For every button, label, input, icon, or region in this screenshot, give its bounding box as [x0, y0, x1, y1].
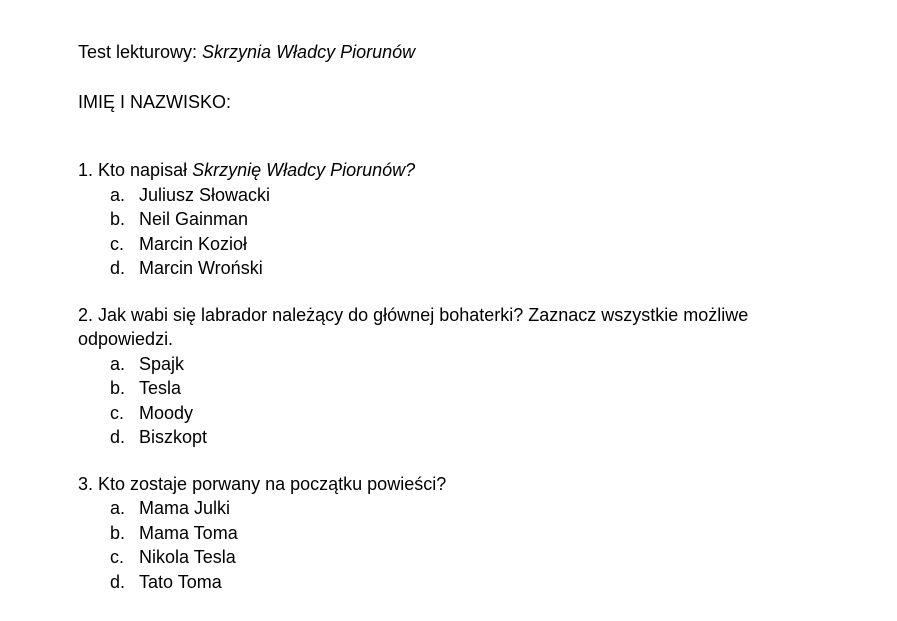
question-2-lead: Jak wabi się labrador należący do głównej bohaterki? Zaznacz wszystkie możliwe odpowiedzi.	[78, 304, 749, 349]
question-1-option-a	[110, 183, 819, 208]
question-3-option-a	[110, 496, 819, 521]
question-2-option-a	[110, 352, 819, 377]
question-3	[78, 472, 819, 595]
question-2-number: 2.	[78, 304, 94, 325]
option-text: Juliusz Słowacki	[139, 184, 271, 205]
option-text: Moody	[139, 402, 194, 423]
question-3-option-c	[110, 545, 819, 570]
document-title-prefix: Test lekturowy:	[78, 42, 203, 62]
question-1-option-c	[110, 232, 819, 257]
option-letter: b.	[110, 522, 126, 543]
document-title	[78, 40, 819, 65]
question-2	[78, 303, 819, 450]
question-2-text	[78, 303, 788, 352]
option-letter: c.	[110, 233, 125, 254]
option-letter: b.	[110, 209, 126, 229]
option-letter: a.	[110, 353, 126, 374]
question-1-text	[78, 158, 788, 183]
option-text: Biszkopt	[139, 427, 208, 447]
option-letter: a.	[110, 184, 126, 205]
question-1-italic: Skrzynię Władcy Piorunów?	[192, 160, 416, 180]
question-3-lead: Kto zostaje porwany na początku powieści?	[98, 473, 447, 494]
option-text: Spajk	[139, 353, 185, 374]
option-letter: d.	[110, 258, 126, 278]
question-1	[78, 158, 819, 281]
question-3-option-b	[110, 521, 819, 546]
option-letter: c.	[110, 547, 125, 567]
option-letter: c.	[110, 402, 125, 423]
name-field-label: IMIĘ I NAZWISKO:	[78, 91, 232, 112]
question-2-option-c	[110, 401, 819, 426]
option-letter: b.	[110, 378, 126, 398]
question-1-option-b	[110, 207, 819, 232]
option-text: Mama Toma	[139, 522, 238, 543]
question-3-option-d	[110, 570, 819, 595]
question-1-option-d	[110, 256, 819, 281]
option-text: Marcin Wroński	[139, 258, 263, 278]
option-text: Neil Gainman	[139, 209, 249, 229]
option-text: Marcin Kozioł	[139, 233, 248, 254]
option-text: Tato Toma	[139, 571, 222, 592]
option-text: Nikola Tesla	[139, 547, 236, 567]
option-letter: d.	[110, 571, 126, 592]
option-letter: d.	[110, 427, 126, 447]
option-text: Mama Julki	[139, 498, 231, 518]
question-3-text	[78, 472, 788, 497]
question-2-option-b	[110, 376, 819, 401]
question-3-number: 3.	[78, 473, 94, 494]
book-title-italic: Skrzynia Władcy Piorunów	[202, 42, 416, 62]
question-1-number: 1.	[78, 160, 94, 180]
question-2-option-d	[110, 425, 819, 450]
option-text: Tesla	[139, 378, 182, 398]
question-1-lead: Kto napisał	[98, 160, 193, 180]
option-letter: a.	[110, 498, 126, 518]
